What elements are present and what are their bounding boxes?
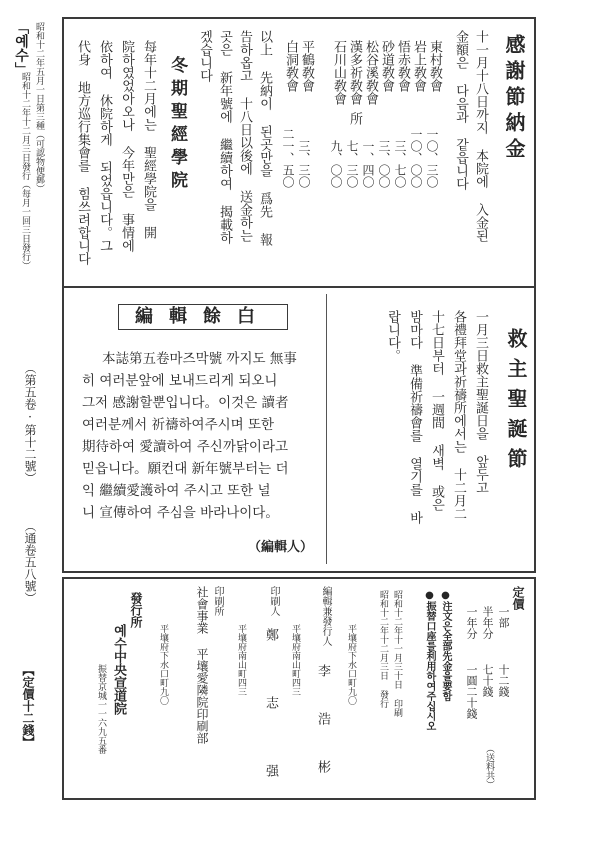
thanks-notice-1: 以上 先納이 된곳만을 爲先 報 xyxy=(257,30,272,246)
editor-body xyxy=(82,348,297,524)
amount-value: 二一、五〇 xyxy=(281,128,295,188)
church-name: 白洞敎會 xyxy=(283,40,298,92)
christmas-body-1: 一月三日救主聖誕日을 앞두고 xyxy=(473,310,488,494)
church-extra: 所 xyxy=(347,112,362,125)
amount-value: 九、〇〇 xyxy=(329,140,343,188)
thanks-intro-2: 金額은 다음과 같읍니다 xyxy=(453,30,468,190)
press-address: 平壤府南山町四三 xyxy=(236,624,246,696)
printer-name: 鄭 志 强 xyxy=(263,628,278,797)
margin-postal-note: （可認物便郵） xyxy=(34,130,44,193)
price-period-1: 一部 xyxy=(497,606,510,628)
margin-registration-date: 昭和十二年五月一日第三種 xyxy=(34,22,44,130)
church-name: 岩上敎會 xyxy=(411,40,426,92)
editor-line: 익 繼續愛護하여 주시고 또한 널 xyxy=(82,483,271,499)
account-note: ●振替口座를利用하여주십시오 xyxy=(424,590,435,731)
publish-date: 昭和十二年十二月三日 發行 xyxy=(378,590,388,708)
thanks-title: 感謝節納金 xyxy=(502,34,526,164)
christmas-body-2: 各禮拜堂과祈禱所에서는 十二月二 xyxy=(451,310,466,520)
press-name: 社會事業 平壤愛隣院印刷部 xyxy=(195,586,209,744)
amount-value: 一、四〇 xyxy=(361,140,375,188)
column-divider xyxy=(326,294,327,564)
amount-value: 一〇、〇〇 xyxy=(409,128,423,188)
thanks-notice-2: 告하옵고 十八日以後에 送金하는 xyxy=(237,30,252,242)
section-divider xyxy=(62,286,536,288)
school-body-3: 依하여 休院하게 되었읍니다。그 xyxy=(97,40,112,252)
price-label: 定價 xyxy=(511,586,525,610)
price-amount-3: 一圓二十錢 xyxy=(465,664,478,719)
editor-line: 本誌第五卷마즈막號 까지도 無事 xyxy=(102,351,297,367)
christmas-body-4: 밤마다 準備祈禱會를 열기를 바 xyxy=(407,310,422,524)
editor-line: 니 宣傳하여 주심을 바라나이다。 xyxy=(82,505,279,521)
editor-line: 믿읍니다。願컨대 新年號부터는 더 xyxy=(82,461,289,477)
amount-value: 一〇、三〇 xyxy=(425,128,439,188)
editor-line: 期待하여 愛讀하여 주신까닭이라고 xyxy=(82,439,289,455)
amount-value: 三、七〇 xyxy=(393,140,407,188)
christmas-body-3: 十七日부터 一週間 새벽 或은 xyxy=(429,310,444,511)
church-name: 石川山敎會 xyxy=(331,40,346,105)
amount-value: 七、三〇 xyxy=(345,140,359,188)
margin-registration xyxy=(34,22,43,193)
publisher-address: 平壤府下水口町九〇 xyxy=(158,624,168,705)
christmas-body-5: 랍니다。 xyxy=(385,310,400,362)
thanks-intro-1: 十一月十八日까지 本院에 入金된 xyxy=(473,30,488,242)
publisher-name: 예수中央宣道院 xyxy=(111,624,126,715)
school-body-1: 每年十二月에는 聖經學院을 開 xyxy=(141,40,156,239)
printer-label: 印刷人 xyxy=(268,586,279,616)
editor-title: 編輯餘白 xyxy=(118,304,288,330)
church-name: 平鶴敎會 xyxy=(299,40,314,92)
margin-title: 「예수」 xyxy=(13,20,29,76)
editor-line: 여러분께서 祈禱하여주시며 또한 xyxy=(82,417,275,433)
order-note: ●注文은全部先金을要함 xyxy=(440,590,451,701)
editor-address: 平壤府下水口町九〇 xyxy=(346,624,356,705)
church-name: 松谷溪敎會 xyxy=(363,40,378,105)
school-body-2: 院하였었아오나 今年만은 事情에 xyxy=(119,40,134,252)
price-amount-2: 七十錢 xyxy=(481,664,494,697)
amount-value: 三、〇〇 xyxy=(377,140,391,188)
press-label: 印刷所 xyxy=(212,586,223,616)
editor-name: 李 浩 彬 xyxy=(315,664,330,783)
postage-note: （送料共） xyxy=(484,744,494,789)
printer-address: 平壤府南山町四三 xyxy=(290,624,300,696)
church-name: 砂道敎會 xyxy=(379,40,394,92)
church-name: 悟赤敎會 xyxy=(395,40,410,92)
margin-issue-date: 昭和十二年十二月三日發行（每月一回三日發行） xyxy=(20,72,30,270)
price-amount-1: 十二錢 xyxy=(497,664,510,697)
editor-line: 히 여러분앞에 보내드리게 되오니 xyxy=(82,373,278,389)
christmas-title: 救主聖誕節 xyxy=(504,328,528,478)
margin-price: 【定價十二錢】 xyxy=(21,664,35,748)
publisher-label: 發行所 xyxy=(129,592,143,628)
school-title: 冬期聖經學院 xyxy=(167,56,187,194)
publisher-account: 振替京城一一六九五番 xyxy=(96,664,106,754)
thanks-notice-3: 곳은 新年號에 繼續하여 揭載하 xyxy=(217,30,232,244)
editor-line: 그저 感謝할뿐입니다。이것은 讀者 xyxy=(82,395,289,411)
amount-value: 三、三〇 xyxy=(297,140,311,188)
thanks-notice-4: 겠습니다 xyxy=(197,30,212,82)
church-name: 東村敎會 xyxy=(427,40,442,92)
church-name: 漢多祈敎會 xyxy=(347,40,362,105)
margin-volume: （第五卷·第十二號） xyxy=(23,362,37,484)
editor-label: 編輯兼發行人 xyxy=(320,586,331,646)
print-date: 昭和十二年十一月三十日 印刷 xyxy=(392,590,402,717)
editor-signature: （編輯人） xyxy=(248,540,314,555)
margin-serial: （通卷五八號） xyxy=(23,520,37,604)
price-period-2: 半年分 xyxy=(481,606,494,639)
school-body-4: 代身 地方巡行集會를 힘쓰려합니다 xyxy=(75,40,90,265)
price-period-3: 一年分 xyxy=(465,606,478,639)
